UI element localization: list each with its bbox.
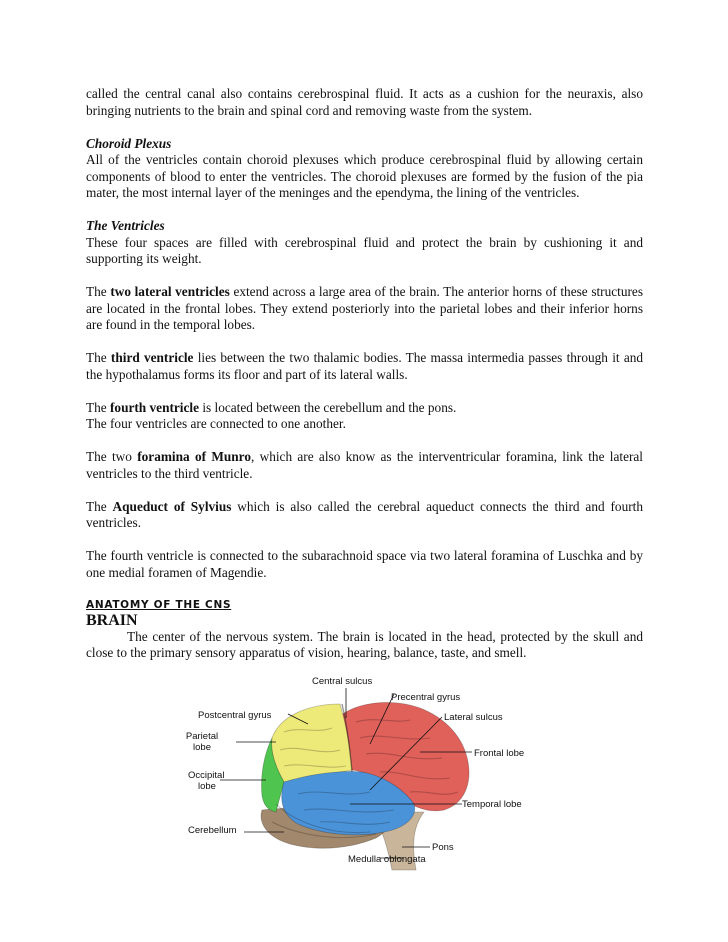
choroid-section: [86, 136, 643, 202]
label-pons: Pons: [432, 842, 454, 853]
label-temporal-lobe: Temporal lobe: [462, 799, 522, 810]
ventricles-heading: The Ventricles: [86, 218, 165, 233]
label-lateral-sulcus: Lateral sulcus: [444, 712, 503, 723]
choroid-body: All of the ventricles contain choroid plexuses which produce cerebrospinal fluid by allowing certain components of blood to enter the ventricles. The choroid plexuses are formed by the fusion of the pia mater, the most internal layer of the meninges and the ependyma, the lining of the ventricles.: [86, 152, 643, 200]
label-medulla: Medulla oblongata: [348, 854, 426, 865]
lateral-post: extend across a large area of the brain. The anterior horns of these structures are located in the frontal lobes. They extend posteriorly into the parietal lobes and their inferior horns are found in the temporal lobes.: [86, 284, 644, 332]
munro-pre: The two: [86, 449, 138, 464]
ventricles-body: These four spaces are filled with cerebrospinal fluid and protect the brain by cushioning it and supporting its weight.: [86, 234, 643, 266]
brain-body: The center of the nervous system. The brain is located in the head, protected by the skull and close to the primary sensory apparatus of vision, hearing, balance, taste, and smell.: [86, 628, 643, 660]
label-parietal-1: Parietal: [185, 731, 219, 742]
fourth-term: fourth ventricle: [110, 399, 199, 415]
sylvius-paragraph: [86, 499, 643, 532]
label-occipital-2: lobe: [198, 781, 216, 792]
lateral-ventricles-paragraph: [86, 284, 643, 334]
fourth-post: is located between the cerebellum and the pons.: [199, 399, 457, 415]
sylvius-term: Aqueduct of Sylvius: [112, 498, 232, 514]
label-precentral-gyrus: Precentral gyrus: [391, 692, 461, 703]
ventricles-section: [86, 218, 643, 268]
third-post: lies between the two thalamic bodies. The massa intermedia passes through it and the hypothalamus forms its floor and part of its lateral walls.: [86, 350, 644, 382]
lateral-pre: The: [86, 284, 111, 299]
intro-paragraph: called the central canal also contains cerebrospinal fluid. It acts as a cushion for the neuraxis, also bringing nutrients to the brain and spinal cord and removing waste from the system.: [86, 86, 643, 118]
label-frontal-lobe: Frontal lobe: [474, 748, 525, 759]
label-central-sulcus: Central sulcus: [312, 676, 373, 687]
choroid-heading: Choroid Plexus: [86, 135, 172, 151]
fourth-pre: The: [86, 399, 110, 415]
anatomy-section-heading: ANATOMY OF THE CNS: [86, 598, 232, 611]
body-text: [86, 86, 643, 662]
munro-post: , which are also know as the interventricular foramina, link the lateral ventricles to the third ventricle.: [86, 449, 643, 481]
third-pre: The: [86, 350, 111, 365]
fourth-line2: The four ventricles are connected to one another.: [86, 416, 346, 431]
third-ventricle-paragraph: [86, 350, 643, 383]
label-cerebellum: Cerebellum: [188, 825, 237, 836]
munro-term: foramina of Munro: [137, 449, 251, 464]
third-term: third ventricle: [110, 350, 194, 365]
anatomy-section: [86, 598, 643, 662]
munro-paragraph: [86, 449, 643, 482]
brain-diagram: [180, 672, 540, 872]
label-occipital-1: Occipital: [188, 770, 225, 781]
sylvius-post: which is also called the cerebral aqueduct connects the third and fourth ventricles.: [86, 498, 643, 530]
fourth-ventricle-paragraph: [86, 400, 643, 433]
label-postcentral-gyrus: Postcentral gyrus: [198, 710, 272, 721]
label-parietal-2: lobe: [193, 742, 211, 753]
parietal-lobe-shape: [272, 704, 352, 782]
lateral-term: two lateral ventricles: [110, 284, 230, 299]
luschka-paragraph: The fourth ventricle is connected to the subarachnoid space via two lateral foramina of Luschka and by one medial foramen of Magendie.: [86, 548, 643, 580]
brain-heading: BRAIN: [86, 611, 138, 629]
sylvius-pre: The: [86, 498, 113, 514]
